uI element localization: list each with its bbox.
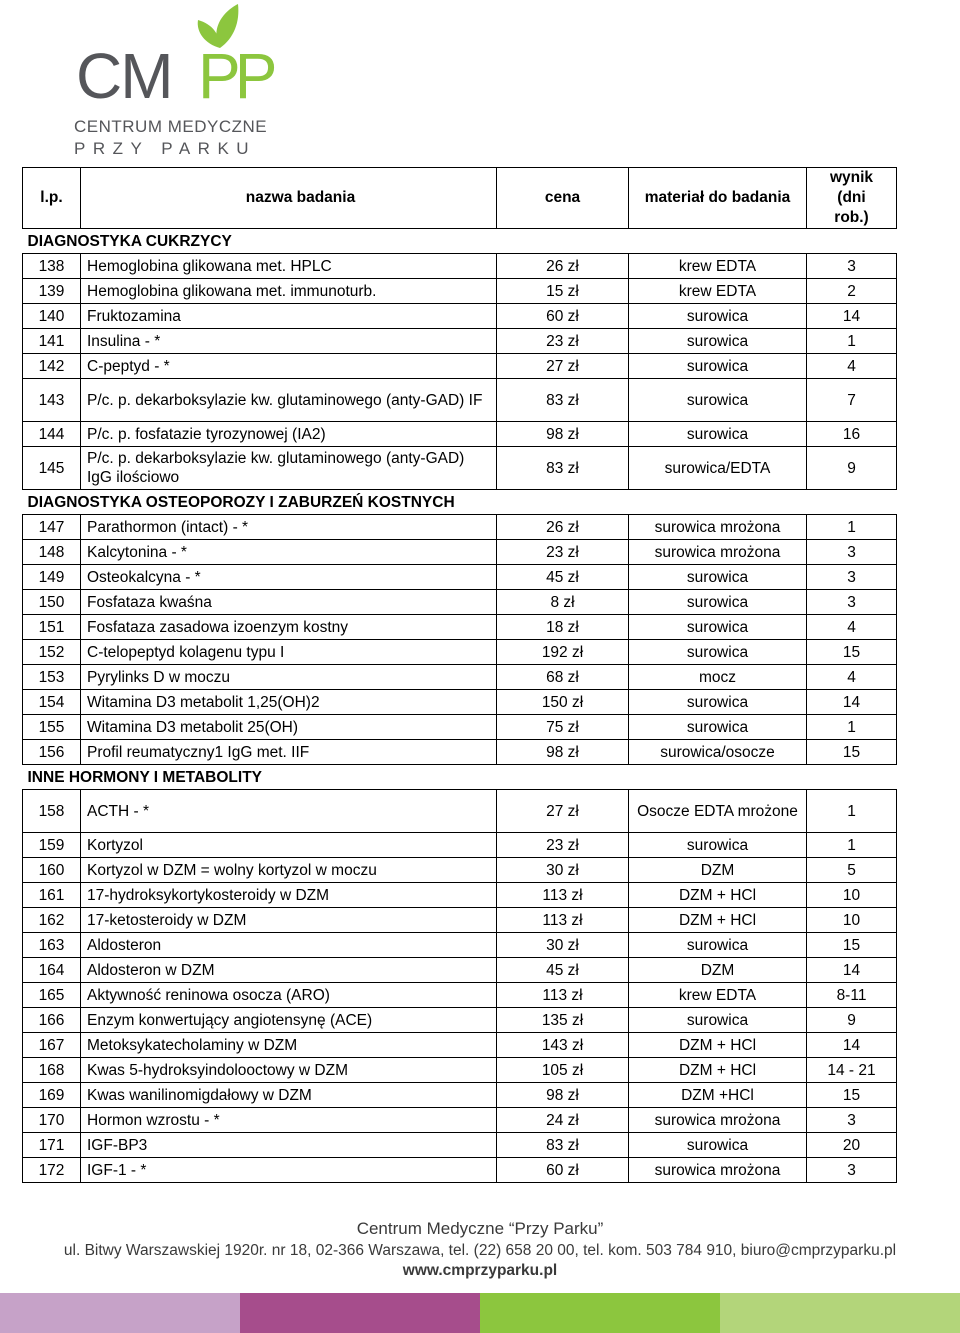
table-row bbox=[23, 1158, 897, 1183]
cell-material: surowica bbox=[629, 690, 807, 715]
cell-material: krew EDTA bbox=[629, 279, 807, 304]
cell-lp: 154 bbox=[23, 690, 81, 715]
table-row bbox=[23, 1008, 897, 1033]
cell-days: 14 bbox=[807, 958, 897, 983]
cell-days: 14 - 21 bbox=[807, 1058, 897, 1083]
cell-name: P/c. p. fosfatazie tyrozynowej (IA2) bbox=[81, 422, 497, 447]
cell-days: 15 bbox=[807, 933, 897, 958]
table-row bbox=[23, 279, 897, 304]
header-lp: l.p. bbox=[23, 168, 81, 229]
cell-name: Witamina D3 metabolit 25(OH) bbox=[81, 715, 497, 740]
table-row bbox=[23, 1108, 897, 1133]
cell-lp: 162 bbox=[23, 908, 81, 933]
table-row bbox=[23, 615, 897, 640]
cell-days: 4 bbox=[807, 354, 897, 379]
cell-name: Kwas 5-hydroksyindolooctowy w DZM bbox=[81, 1058, 497, 1083]
cell-lp: 160 bbox=[23, 858, 81, 883]
cell-price: 105 zł bbox=[497, 1058, 629, 1083]
table-row bbox=[23, 379, 897, 422]
logo-mark-pp: PP bbox=[198, 40, 272, 112]
section-heading-row bbox=[23, 490, 897, 515]
cell-lp: 148 bbox=[23, 540, 81, 565]
cell-price: 150 zł bbox=[497, 690, 629, 715]
cell-material: DZM +HCl bbox=[629, 1083, 807, 1108]
table-row bbox=[23, 883, 897, 908]
cell-price: 27 zł bbox=[497, 354, 629, 379]
cell-name: Aldosteron w DZM bbox=[81, 958, 497, 983]
cell-price: 98 zł bbox=[497, 422, 629, 447]
section-heading-row bbox=[23, 765, 897, 790]
cell-name: ACTH - * bbox=[81, 790, 497, 833]
table-row bbox=[23, 540, 897, 565]
cell-price: 75 zł bbox=[497, 715, 629, 740]
cell-price: 68 zł bbox=[497, 665, 629, 690]
cell-price: 45 zł bbox=[497, 565, 629, 590]
cell-name: Kortyzol w DZM = wolny kortyzol w moczu bbox=[81, 858, 497, 883]
footer-address: ul. Bitwy Warszawskiej 1920r. nr 18, 02-366 Warszawa, tel. (22) 658 20 00, tel. kom. 503 784 910, biuro@cmprzyparku.pl bbox=[63, 1242, 897, 1259]
cell-name: Profil reumatyczny1 IgG met. IIF bbox=[81, 740, 497, 765]
cell-lp: 163 bbox=[23, 933, 81, 958]
logo-line2: PRZY PARKU bbox=[74, 139, 257, 158]
cell-material: surowica bbox=[629, 379, 807, 422]
logo-line1: CENTRUM MEDYCZNE bbox=[74, 117, 268, 136]
section-heading: INNE HORMONY I METABOLITY bbox=[27, 768, 263, 786]
cell-material: surowica bbox=[629, 304, 807, 329]
cell-material: surowica bbox=[629, 715, 807, 740]
color-bar-segment bbox=[240, 1293, 480, 1333]
cell-days: 15 bbox=[807, 1083, 897, 1108]
cell-material: DZM + HCl bbox=[629, 1033, 807, 1058]
cell-price: 18 zł bbox=[497, 615, 629, 640]
cell-name: IGF-1 - * bbox=[81, 1158, 497, 1183]
cell-material: surowica bbox=[629, 354, 807, 379]
cell-name: Parathormon (intact) - * bbox=[81, 515, 497, 540]
cell-name: IGF-BP3 bbox=[81, 1133, 497, 1158]
cell-name: Metoksykatecholaminy w DZM bbox=[81, 1033, 497, 1058]
cell-price: 113 zł bbox=[497, 883, 629, 908]
cell-price: 83 zł bbox=[497, 1133, 629, 1158]
section-heading: DIAGNOSTYKA CUKRZYCY bbox=[27, 232, 232, 250]
cell-material: DZM bbox=[629, 858, 807, 883]
color-bar-segment bbox=[480, 1293, 720, 1333]
cell-lp: 159 bbox=[23, 833, 81, 858]
cell-lp: 165 bbox=[23, 983, 81, 1008]
cell-lp: 151 bbox=[23, 615, 81, 640]
footer-clinic-name: Centrum Medyczne “Przy Parku” bbox=[356, 1219, 604, 1238]
cell-price: 98 zł bbox=[497, 740, 629, 765]
table-row bbox=[23, 1033, 897, 1058]
cell-lp: 142 bbox=[23, 354, 81, 379]
cell-material: surowica bbox=[629, 615, 807, 640]
cell-price: 24 zł bbox=[497, 1108, 629, 1133]
cell-price: 83 zł bbox=[497, 379, 629, 422]
cell-name: Pyrylinks D w moczu bbox=[81, 665, 497, 690]
cell-price: 98 zł bbox=[497, 1083, 629, 1108]
table-row bbox=[23, 1133, 897, 1158]
cell-lp: 140 bbox=[23, 304, 81, 329]
cell-name: C-peptyd - * bbox=[81, 354, 497, 379]
cell-days: 16 bbox=[807, 422, 897, 447]
cell-name: Fosfataza zasadowa izoenzym kostny bbox=[81, 615, 497, 640]
cell-lp: 156 bbox=[23, 740, 81, 765]
cell-name: Kwas wanilinomigdałowy w DZM bbox=[81, 1083, 497, 1108]
cell-name: Enzym konwertujący angiotensynę (ACE) bbox=[81, 1008, 497, 1033]
cell-days: 20 bbox=[807, 1133, 897, 1158]
table-row bbox=[23, 740, 897, 765]
cell-price: 83 zł bbox=[497, 447, 629, 490]
cell-material: krew EDTA bbox=[629, 983, 807, 1008]
cell-lp: 167 bbox=[23, 1033, 81, 1058]
cell-lp: 143 bbox=[23, 379, 81, 422]
table-row bbox=[23, 790, 897, 833]
price-list-table bbox=[22, 167, 897, 1183]
header-price: cena bbox=[497, 168, 629, 229]
cell-name: Fosfataza kwaśna bbox=[81, 590, 497, 615]
table-row bbox=[23, 1058, 897, 1083]
cell-price: 30 zł bbox=[497, 858, 629, 883]
cell-name: Fruktozamina bbox=[81, 304, 497, 329]
cell-price: 26 zł bbox=[497, 254, 629, 279]
cell-material: surowica/EDTA bbox=[629, 447, 807, 490]
table-row bbox=[23, 690, 897, 715]
cell-price: 143 zł bbox=[497, 1033, 629, 1058]
cell-name: C-telopeptyd kolagenu typu I bbox=[81, 640, 497, 665]
logo-mark: CM bbox=[76, 40, 172, 112]
cell-price: 192 zł bbox=[497, 640, 629, 665]
cell-material: mocz bbox=[629, 665, 807, 690]
cell-price: 15 zł bbox=[497, 279, 629, 304]
cell-price: 23 zł bbox=[497, 833, 629, 858]
cell-days: 1 bbox=[807, 790, 897, 833]
cell-material: DZM bbox=[629, 958, 807, 983]
table-row bbox=[23, 958, 897, 983]
cell-lp: 172 bbox=[23, 1158, 81, 1183]
cell-days: 3 bbox=[807, 540, 897, 565]
cell-lp: 149 bbox=[23, 565, 81, 590]
table-row bbox=[23, 858, 897, 883]
table-row bbox=[23, 254, 897, 279]
section-heading-row bbox=[23, 229, 897, 254]
cell-lp: 170 bbox=[23, 1108, 81, 1133]
cell-material: DZM + HCl bbox=[629, 908, 807, 933]
cell-days: 8-11 bbox=[807, 983, 897, 1008]
cell-name: Witamina D3 metabolit 1,25(OH)2 bbox=[81, 690, 497, 715]
table-row bbox=[23, 354, 897, 379]
cell-name: Hemoglobina glikowana met. HPLC bbox=[81, 254, 497, 279]
cell-lp: 169 bbox=[23, 1083, 81, 1108]
cell-lp: 161 bbox=[23, 883, 81, 908]
cell-material: surowica bbox=[629, 565, 807, 590]
table-row bbox=[23, 933, 897, 958]
cell-lp: 155 bbox=[23, 715, 81, 740]
cell-lp: 171 bbox=[23, 1133, 81, 1158]
cell-price: 60 zł bbox=[497, 1158, 629, 1183]
cell-lp: 144 bbox=[23, 422, 81, 447]
cell-material: surowica bbox=[629, 1008, 807, 1033]
cell-lp: 145 bbox=[23, 447, 81, 490]
cell-material: surowica mrożona bbox=[629, 1108, 807, 1133]
cell-days: 3 bbox=[807, 254, 897, 279]
cell-material: surowica bbox=[629, 422, 807, 447]
cell-material: surowica mrożona bbox=[629, 515, 807, 540]
cell-material: surowica bbox=[629, 833, 807, 858]
cell-name: 17-ketosteroidy w DZM bbox=[81, 908, 497, 933]
color-bar-segment bbox=[720, 1293, 960, 1333]
cell-days: 9 bbox=[807, 1008, 897, 1033]
cell-material: surowica/osocze bbox=[629, 740, 807, 765]
header-material: materiał do badania bbox=[629, 168, 807, 229]
cell-days: 1 bbox=[807, 515, 897, 540]
table-row bbox=[23, 640, 897, 665]
cell-price: 135 zł bbox=[497, 1008, 629, 1033]
cell-material: surowica bbox=[629, 1133, 807, 1158]
cell-price: 27 zł bbox=[497, 790, 629, 833]
cell-name: 17-hydroksykortykosteroidy w DZM bbox=[81, 883, 497, 908]
cell-lp: 139 bbox=[23, 279, 81, 304]
table-row bbox=[23, 1083, 897, 1108]
table-header-row bbox=[23, 168, 897, 229]
cell-price: 8 zł bbox=[497, 590, 629, 615]
cell-days: 1 bbox=[807, 833, 897, 858]
cell-days: 7 bbox=[807, 379, 897, 422]
cell-days: 1 bbox=[807, 715, 897, 740]
cell-lp: 166 bbox=[23, 1008, 81, 1033]
footer-color-bar bbox=[0, 1293, 960, 1333]
cell-material: surowica mrożona bbox=[629, 540, 807, 565]
header-result: wynik (dni rob.) bbox=[807, 168, 897, 229]
cell-days: 14 bbox=[807, 690, 897, 715]
table-row bbox=[23, 665, 897, 690]
cell-material: krew EDTA bbox=[629, 254, 807, 279]
cell-days: 9 bbox=[807, 447, 897, 490]
cell-material: surowica bbox=[629, 590, 807, 615]
color-bar-segment bbox=[0, 1293, 240, 1333]
cell-price: 23 zł bbox=[497, 540, 629, 565]
cell-name: Aldosteron bbox=[81, 933, 497, 958]
cell-lp: 153 bbox=[23, 665, 81, 690]
cell-material: DZM + HCl bbox=[629, 883, 807, 908]
table-row bbox=[23, 422, 897, 447]
table-row bbox=[23, 329, 897, 354]
cell-material: Osocze EDTA mrożone bbox=[629, 790, 807, 833]
cell-name: Aktywność reninowa osocza (ARO) bbox=[81, 983, 497, 1008]
cell-days: 2 bbox=[807, 279, 897, 304]
cell-lp: 168 bbox=[23, 1058, 81, 1083]
cell-material: surowica bbox=[629, 640, 807, 665]
cell-days: 3 bbox=[807, 590, 897, 615]
table-row bbox=[23, 515, 897, 540]
cell-name: P/c. p. dekarboksylazie kw. glutaminowego (anty-GAD) IF bbox=[81, 379, 497, 422]
cell-price: 60 zł bbox=[497, 304, 629, 329]
cell-lp: 147 bbox=[23, 515, 81, 540]
table-row bbox=[23, 590, 897, 615]
cell-material: surowica bbox=[629, 933, 807, 958]
cell-lp: 138 bbox=[23, 254, 81, 279]
cell-days: 4 bbox=[807, 665, 897, 690]
table-row bbox=[23, 304, 897, 329]
footer-website: www.cmprzyparku.pl bbox=[402, 1262, 558, 1279]
cell-name: Hemoglobina glikowana met. immunoturb. bbox=[81, 279, 497, 304]
table-row bbox=[23, 908, 897, 933]
cell-days: 3 bbox=[807, 1108, 897, 1133]
section-heading: DIAGNOSTYKA OSTEOPOROZY I ZABURZEŃ KOSTNYCH bbox=[27, 493, 455, 511]
cell-name: Insulina - * bbox=[81, 329, 497, 354]
cell-days: 15 bbox=[807, 740, 897, 765]
cell-days: 1 bbox=[807, 329, 897, 354]
header-name: nazwa badania bbox=[81, 168, 497, 229]
cmpp-logo bbox=[70, 0, 285, 160]
cell-days: 10 bbox=[807, 908, 897, 933]
cell-price: 30 zł bbox=[497, 933, 629, 958]
table-row bbox=[23, 715, 897, 740]
cell-days: 3 bbox=[807, 565, 897, 590]
cell-name: Kalcytonina - * bbox=[81, 540, 497, 565]
table-row bbox=[23, 447, 897, 490]
cell-lp: 152 bbox=[23, 640, 81, 665]
cell-material: surowica mrożona bbox=[629, 1158, 807, 1183]
table-row bbox=[23, 833, 897, 858]
cell-price: 26 zł bbox=[497, 515, 629, 540]
cell-lp: 150 bbox=[23, 590, 81, 615]
cell-material: DZM + HCl bbox=[629, 1058, 807, 1083]
cell-days: 14 bbox=[807, 304, 897, 329]
footer bbox=[0, 1218, 960, 1281]
cell-days: 10 bbox=[807, 883, 897, 908]
cell-lp: 164 bbox=[23, 958, 81, 983]
cell-name: P/c. p. dekarboksylazie kw. glutaminowego (anty-GAD) IgG ilościowo bbox=[81, 447, 497, 490]
cell-price: 113 zł bbox=[497, 983, 629, 1008]
cell-days: 3 bbox=[807, 1158, 897, 1183]
cell-days: 4 bbox=[807, 615, 897, 640]
cell-price: 23 zł bbox=[497, 329, 629, 354]
cell-name: Osteokalcyna - * bbox=[81, 565, 497, 590]
cell-name: Kortyzol bbox=[81, 833, 497, 858]
table-row bbox=[23, 565, 897, 590]
cell-price: 45 zł bbox=[497, 958, 629, 983]
cell-days: 5 bbox=[807, 858, 897, 883]
cell-days: 15 bbox=[807, 640, 897, 665]
cell-price: 113 zł bbox=[497, 908, 629, 933]
cell-material: surowica bbox=[629, 329, 807, 354]
cell-days: 14 bbox=[807, 1033, 897, 1058]
cell-lp: 158 bbox=[23, 790, 81, 833]
table-row bbox=[23, 983, 897, 1008]
cell-lp: 141 bbox=[23, 329, 81, 354]
cell-name: Hormon wzrostu - * bbox=[81, 1108, 497, 1133]
